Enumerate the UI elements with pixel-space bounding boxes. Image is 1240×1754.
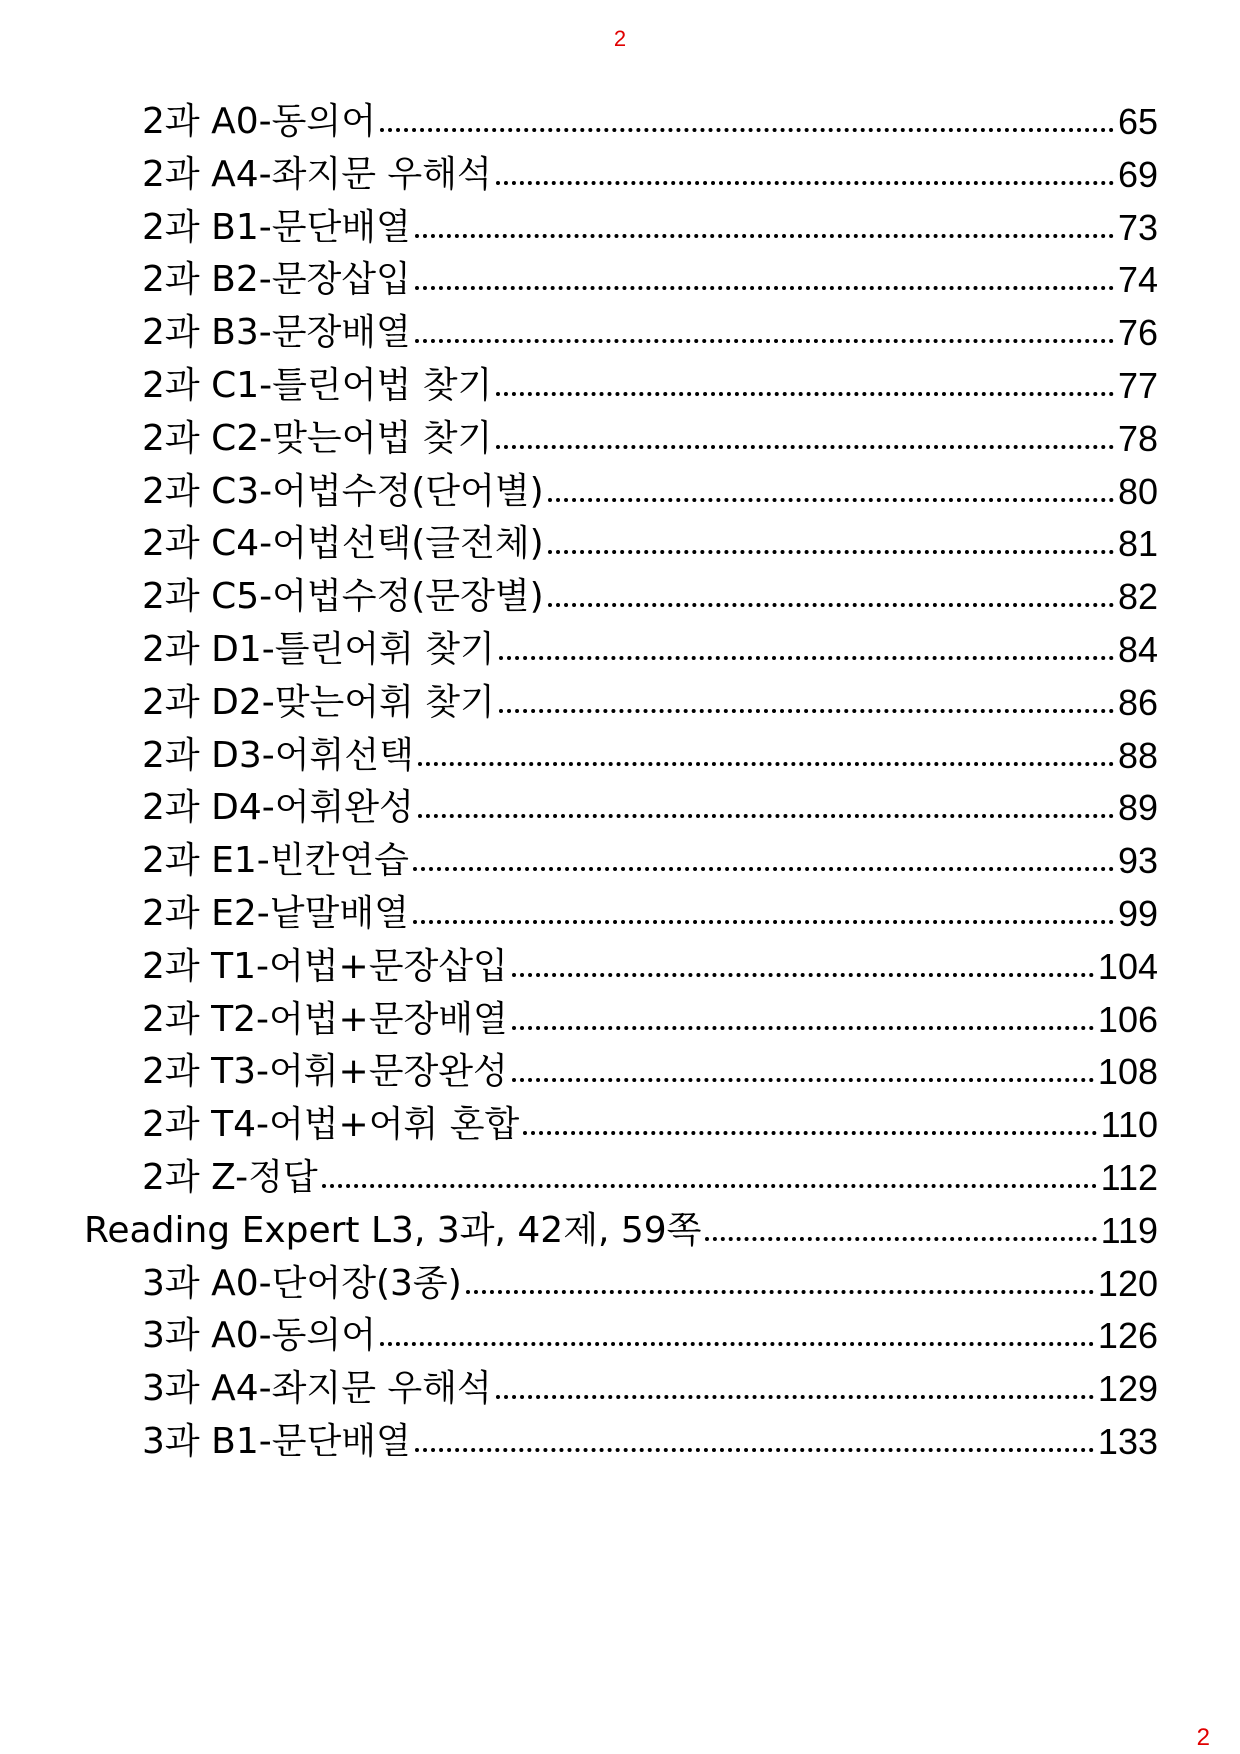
toc-entry-page: 86 [1117,681,1158,723]
toc-entry[interactable] [142,405,1158,461]
toc-entry[interactable] [142,1038,1158,1094]
toc-entry-page: 80 [1117,470,1158,512]
toc-entry-page: 104 [1097,945,1158,987]
toc-dot-leader [496,445,1114,449]
toc-entry-title: 2과 E2-낱말배열 [142,893,409,934]
toc-entry-title: 2과 A0-동의어 [142,101,376,142]
toc-entry-page: 76 [1117,312,1158,354]
toc-entry-title: 3과 B1-문단배열 [142,1421,411,1462]
toc-dot-leader [499,709,1114,713]
toc-entry-title: 2과 D2-맞는어휘 찾기 [142,681,495,723]
toc-entry-title: 3과 A4-좌지문 우해석 [142,1368,492,1410]
toc-dot-leader [466,1290,1094,1294]
toc-entry-page: 119 [1100,1209,1158,1251]
toc-entry[interactable] [142,1091,1158,1147]
toc-entry-title: 2과 C2-맞는어법 찾기 [142,417,493,459]
toc-entry[interactable] [142,563,1158,619]
toc-entry[interactable] [142,722,1158,778]
toc-entry[interactable] [142,986,1158,1042]
toc-entry[interactable] [142,1302,1158,1358]
toc-entry-title: 2과 Z-정답 [142,1157,318,1198]
toc-entry-page: 129 [1097,1368,1158,1410]
toc-entry-title: 2과 T2-어법+문장배열 [142,998,508,1040]
toc-entry[interactable] [142,669,1158,725]
toc-entry-title: 3과 A0-동의어 [142,1315,376,1357]
toc-dot-leader [548,603,1114,607]
toc-entry-page: 93 [1117,840,1158,882]
toc-entry[interactable] [142,88,1158,144]
toc-entry[interactable] [142,141,1158,197]
toc-entry-title: 2과 A4-좌지문 우해석 [142,153,492,195]
toc-entry-page: 110 [1100,1104,1158,1146]
toc-dot-leader [523,1131,1096,1135]
toc-entry-page: 82 [1117,576,1158,618]
toc-dot-leader [415,1448,1094,1452]
toc-entry[interactable] [84,1197,1158,1253]
toc-entry[interactable] [142,1144,1158,1200]
toc-entry-page: 84 [1117,629,1158,670]
toc-entry-page: 106 [1097,998,1158,1040]
toc-entry-page: 88 [1117,734,1158,776]
toc-dot-leader [413,867,1114,871]
toc-dot-leader [415,286,1114,290]
toc-entry-page: 120 [1097,1262,1158,1304]
toc-entry-page: 78 [1117,417,1158,459]
toc-entry-title: 2과 C3-어법수정(단어별) [142,470,544,512]
toc-entry[interactable] [142,616,1158,672]
toc-entry[interactable] [142,352,1158,408]
toc-entry[interactable] [142,933,1158,989]
toc-entry-page: 126 [1097,1315,1158,1357]
toc-entry-page: 73 [1117,206,1158,248]
header-page-number: 2 [613,26,627,51]
toc-entry-page: 133 [1097,1421,1158,1462]
toc-entry-title: 2과 C1-틀린어법 찾기 [142,365,493,406]
toc-entry[interactable] [142,880,1158,936]
toc-entry-title: 2과 B2-문장삽입 [142,259,411,301]
toc-dot-leader [418,814,1114,818]
toc-entry-title: 2과 B1-문단배열 [142,206,411,248]
toc-entry-page: 89 [1117,787,1158,829]
toc-entry-title: 2과 D3-어휘선택 [142,734,414,776]
toc-dot-leader [512,973,1094,977]
toc-entry[interactable] [142,458,1158,514]
toc-entry[interactable] [142,194,1158,250]
toc-entry-page: 74 [1117,259,1158,301]
toc-entry-page: 81 [1117,523,1158,565]
toc-dot-leader [548,550,1114,554]
toc-dot-leader [496,181,1114,185]
toc-entry-page: 99 [1117,893,1158,934]
toc-entry[interactable] [142,246,1158,302]
toc-entry[interactable] [142,510,1158,566]
toc-entry-title: Reading Expert L3, 3과, 42제, 59쪽 [84,1209,702,1251]
toc-dot-leader [415,234,1114,238]
toc-dot-leader [496,392,1114,396]
toc-entry[interactable] [142,1408,1158,1464]
toc-entry-title: 2과 D4-어휘완성 [142,787,414,829]
toc-dot-leader [548,498,1114,502]
toc-dot-leader [322,1184,1097,1188]
toc-entry[interactable] [142,774,1158,830]
toc-entry-title: 2과 C5-어법수정(문장별) [142,576,544,618]
toc-entry[interactable] [142,1355,1158,1411]
toc-entry[interactable] [142,827,1158,883]
footer-page-number: 2 [1196,1724,1210,1751]
toc-dot-leader [380,1342,1094,1346]
toc-entry-page: 108 [1097,1051,1158,1093]
toc-entry-page: 69 [1117,153,1158,195]
toc-entry-page: 77 [1117,365,1158,406]
toc-dot-leader [512,1026,1094,1030]
toc-entry[interactable] [142,299,1158,355]
toc-entry-title: 2과 B3-문장배열 [142,312,411,354]
toc-dot-leader [499,656,1114,660]
toc-dot-leader [705,1237,1096,1241]
toc-dot-leader [413,920,1114,924]
toc-entry-title: 2과 C4-어법선택(글전체) [142,523,544,565]
toc-entry-title: 2과 T1-어법+문장삽입 [142,945,508,987]
toc-entry-page: 112 [1100,1157,1158,1198]
toc-dot-leader [418,762,1114,766]
toc-entry-title: 3과 A0-단어장(3종) [142,1262,462,1304]
toc-entry-title: 2과 T4-어법+어휘 혼합 [142,1104,520,1146]
toc-dot-leader [512,1078,1094,1082]
toc-entry-title: 2과 E1-빈칸연습 [142,840,409,882]
toc-dot-leader [496,1395,1094,1399]
toc-dot-leader [415,339,1114,343]
toc-entry-title: 2과 T3-어휘+문장완성 [142,1051,508,1093]
toc-entry-title: 2과 D1-틀린어휘 찾기 [142,629,495,670]
toc-entry-page: 65 [1117,101,1158,142]
toc-dot-leader [380,128,1114,132]
toc-entry[interactable] [142,1250,1158,1306]
